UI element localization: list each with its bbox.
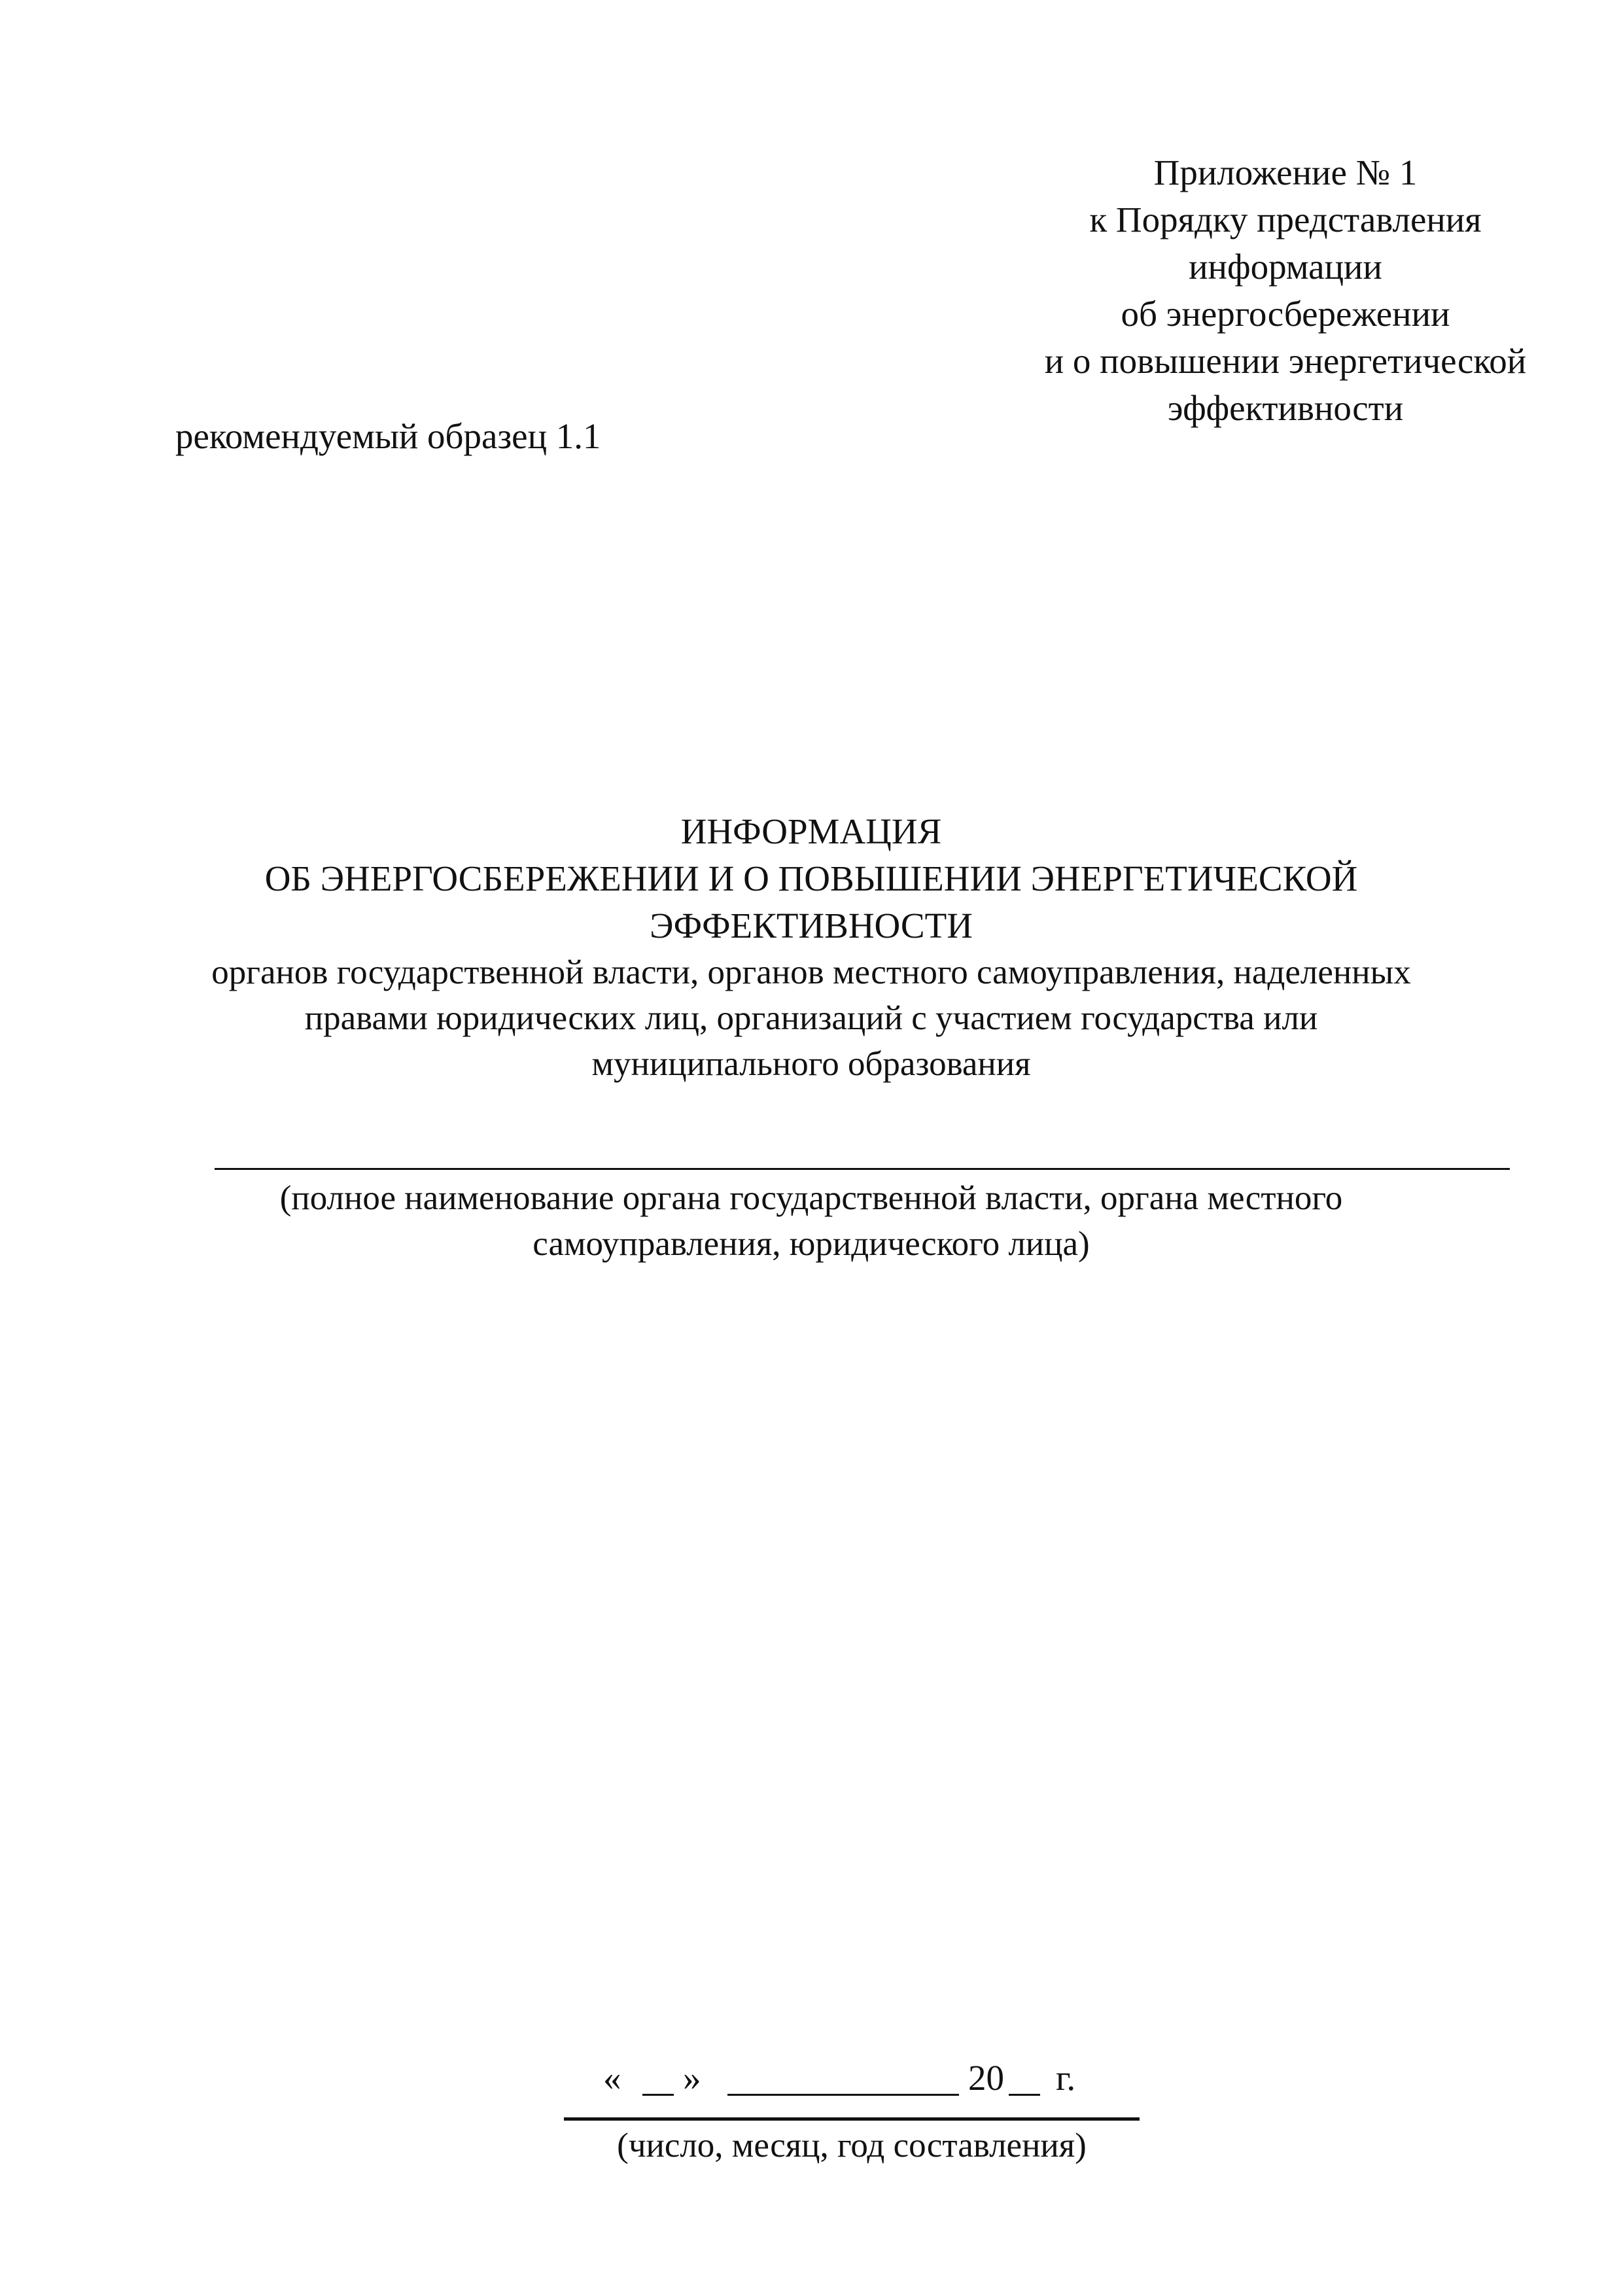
org-name-field[interactable]: [215, 1168, 1510, 1170]
title-subtitle-line: муниципального образования: [591, 1045, 1031, 1083]
appendix-header: [981, 149, 1590, 432]
date-day-blank[interactable]: [642, 2094, 674, 2096]
appendix-line: и о повышении энергетической: [1044, 341, 1527, 381]
title-line: ОБ ЭНЕРГОСБЕРЕЖЕНИИ И О ПОВЫШЕНИИ ЭНЕРГЕТИЧЕСКОЙ: [264, 858, 1358, 898]
date-caption: (число, месяц, год составления): [617, 2127, 1087, 2164]
date-open-quote: «: [603, 2058, 621, 2098]
date-row: [0, 2055, 1623, 2102]
appendix-line: об энергосбережении: [1121, 294, 1450, 334]
title-heading: ИНФОРМАЦИЯ: [680, 811, 942, 851]
date-month-blank[interactable]: [727, 2094, 959, 2096]
org-name-caption: [157, 1175, 1465, 1267]
title-line: ЭФФЕКТИВНОСТИ: [650, 906, 973, 945]
org-caption-line: (полное наименование органа государственной власти, органа местного: [279, 1179, 1343, 1217]
appendix-line: информации: [1189, 247, 1382, 287]
appendix-line: эффективности: [1167, 388, 1404, 428]
title-subtitle-line: органов государственной власти, органов местного самоуправления, наделенных: [211, 953, 1411, 991]
document-title: [157, 808, 1465, 1087]
date-underline: [564, 2117, 1140, 2121]
sample-label: рекомендуемый образец 1.1: [175, 416, 601, 456]
org-caption-line: самоуправления, юридического лица): [532, 1225, 1090, 1263]
date-year-suffix: г.: [1056, 2058, 1076, 2098]
date-year-prefix: 20: [968, 2058, 1004, 2098]
date-year-blank[interactable]: [1009, 2094, 1040, 2096]
appendix-number: Приложение № 1: [1153, 152, 1418, 192]
date-close-quote: »: [683, 2058, 701, 2098]
appendix-line: к Порядку представления: [1089, 200, 1482, 239]
title-subtitle-line: правами юридических лиц, организаций с участием государства или: [304, 999, 1318, 1037]
